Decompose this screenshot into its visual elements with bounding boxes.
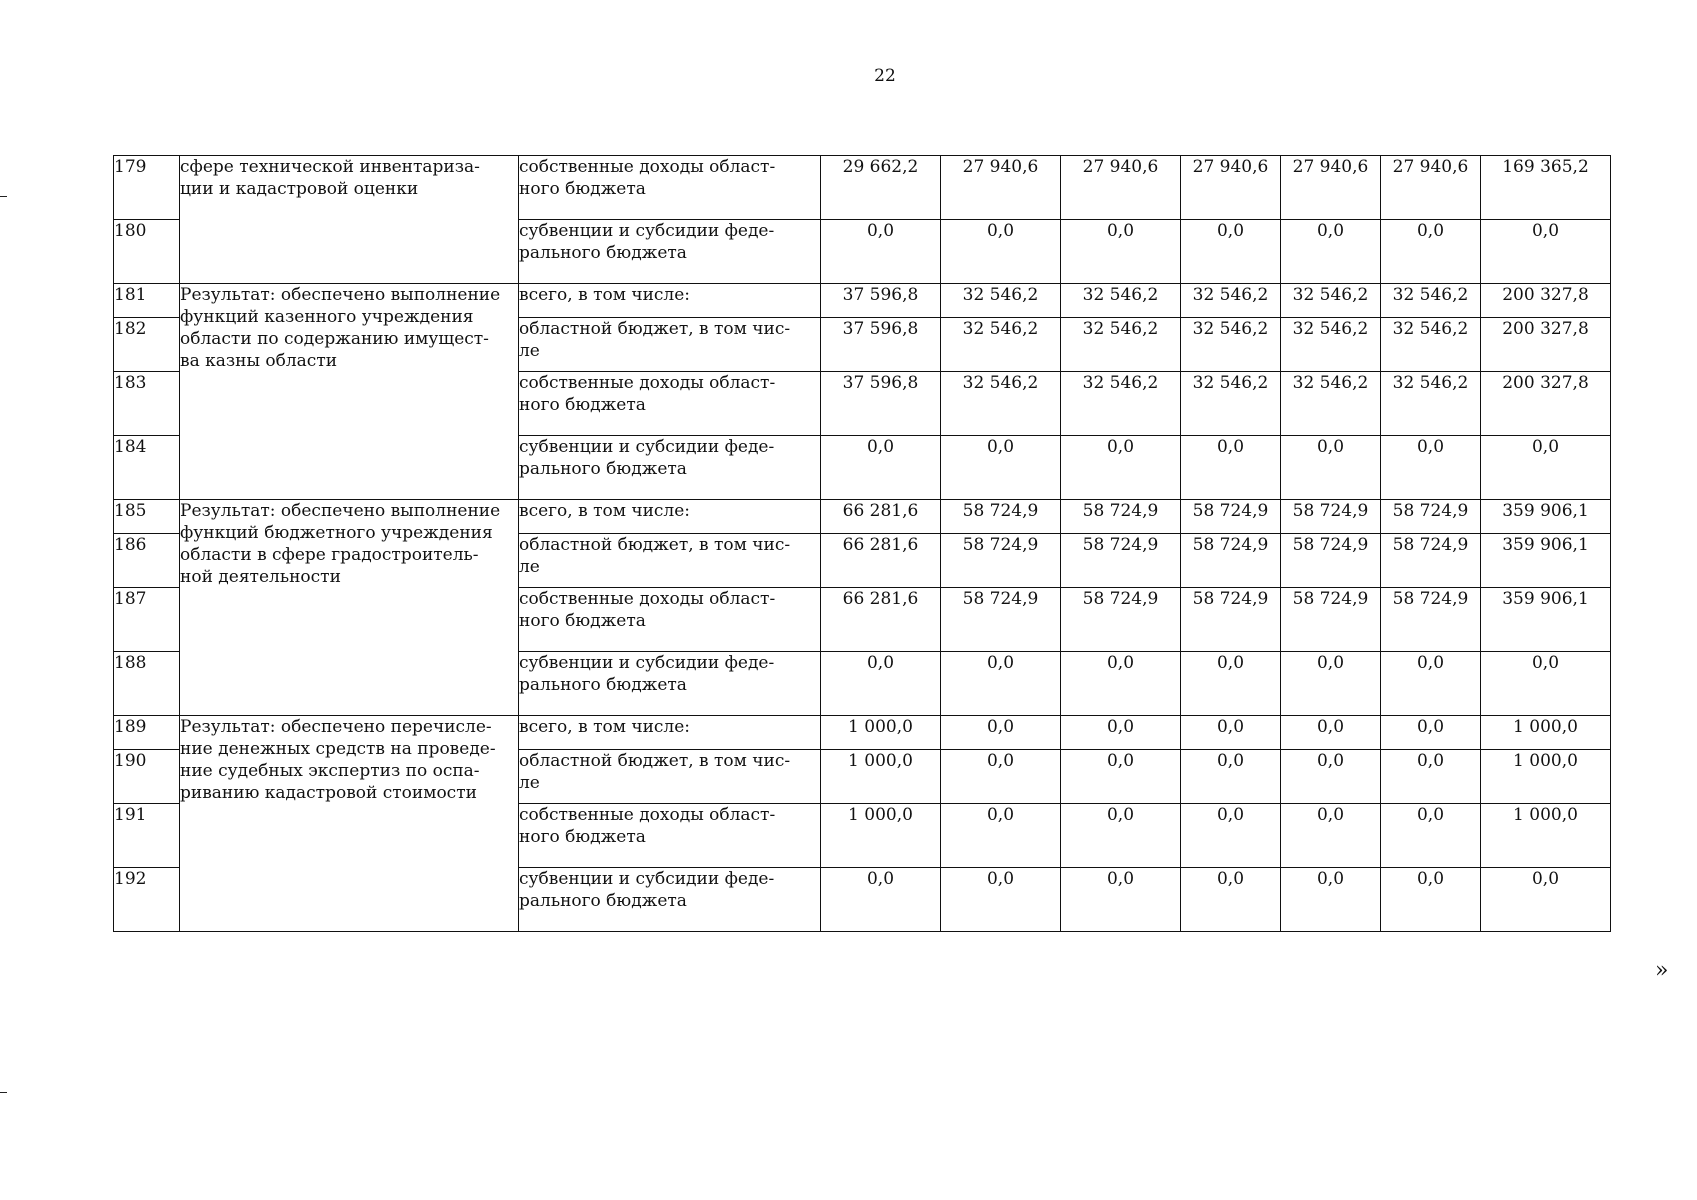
year-value: 32 546,2 — [1281, 284, 1381, 318]
year-value: 1 000,0 — [821, 804, 941, 868]
year-value: 66 281,6 — [821, 534, 941, 588]
year-value: 58 724,9 — [941, 534, 1061, 588]
margin-tick — [0, 196, 7, 197]
year-value: 58 724,9 — [1181, 588, 1281, 652]
description-line: ной деятельности — [180, 567, 341, 587]
total-value: 200 327,8 — [1481, 318, 1611, 372]
funding-source-line: рального бюджета — [519, 675, 687, 695]
funding-source-line: субвенции и субсидии феде- — [519, 653, 775, 673]
year-value: 29 662,2 — [821, 156, 941, 220]
funding-source-line: рального бюджета — [519, 459, 687, 479]
year-value: 0,0 — [1061, 220, 1181, 284]
year-value: 66 281,6 — [821, 588, 941, 652]
year-value: 0,0 — [1061, 652, 1181, 716]
year-value: 0,0 — [941, 804, 1061, 868]
funding-source-line: собственные доходы област- — [519, 157, 776, 177]
total-value: 0,0 — [1481, 220, 1611, 284]
year-value: 58 724,9 — [1061, 588, 1181, 652]
funding-source-line: собственные доходы област- — [519, 373, 776, 393]
year-value: 32 546,2 — [1281, 372, 1381, 436]
year-value: 0,0 — [1181, 436, 1281, 500]
page-number: 22 — [874, 66, 896, 86]
year-value: 27 940,6 — [941, 156, 1061, 220]
funding-source — [519, 284, 821, 318]
description-line: ва казны области — [180, 351, 338, 371]
funding-source-line: всего, в том числе: — [519, 285, 691, 305]
year-value: 0,0 — [1281, 716, 1381, 750]
total-value: 359 906,1 — [1481, 588, 1611, 652]
total-value: 1 000,0 — [1481, 750, 1611, 804]
year-value: 27 940,6 — [1181, 156, 1281, 220]
year-value: 32 546,2 — [1381, 318, 1481, 372]
year-value: 37 596,8 — [821, 372, 941, 436]
funding-source-line: ного бюджета — [519, 611, 646, 631]
year-value: 0,0 — [941, 868, 1061, 932]
year-value: 58 724,9 — [1381, 500, 1481, 534]
year-value: 32 546,2 — [1061, 284, 1181, 318]
funding-source-line: областной бюджет, в том чис- — [519, 751, 791, 771]
year-value: 0,0 — [1061, 716, 1181, 750]
description-line: сфере технической инвентариза- — [180, 157, 480, 177]
row-number: 182 — [114, 318, 180, 372]
funding-source — [519, 804, 821, 868]
year-value: 0,0 — [1061, 868, 1181, 932]
year-value: 58 724,9 — [1281, 588, 1381, 652]
year-value: 58 724,9 — [1061, 500, 1181, 534]
year-value: 58 724,9 — [1181, 500, 1281, 534]
year-value: 58 724,9 — [941, 500, 1061, 534]
result-description — [180, 500, 519, 716]
funding-source-line: субвенции и субсидии феде- — [519, 437, 775, 457]
year-value: 32 546,2 — [1281, 318, 1381, 372]
row-number: 184 — [114, 436, 180, 500]
year-value: 27 940,6 — [1061, 156, 1181, 220]
year-value: 58 724,9 — [1381, 534, 1481, 588]
funding-source-line: собственные доходы област- — [519, 589, 776, 609]
total-value: 200 327,8 — [1481, 284, 1611, 318]
year-value: 58 724,9 — [1061, 534, 1181, 588]
row-number: 183 — [114, 372, 180, 436]
funding-source — [519, 652, 821, 716]
description-line: ние судебных экспертиз по оспа- — [180, 761, 480, 781]
year-value: 32 546,2 — [1381, 372, 1481, 436]
year-value: 37 596,8 — [821, 318, 941, 372]
funding-source — [519, 716, 821, 750]
year-value: 32 546,2 — [1181, 284, 1281, 318]
funding-source — [519, 588, 821, 652]
description-line: риванию кадастровой стоимости — [180, 783, 477, 803]
row-number: 189 — [114, 716, 180, 750]
year-value: 0,0 — [1281, 804, 1381, 868]
description-line: Результат: обеспечено выполнение — [180, 501, 501, 521]
total-value: 1 000,0 — [1481, 804, 1611, 868]
funding-source — [519, 868, 821, 932]
year-value: 0,0 — [941, 436, 1061, 500]
year-value: 1 000,0 — [821, 716, 941, 750]
funding-source-line: всего, в том числе: — [519, 501, 691, 521]
year-value: 58 724,9 — [1381, 588, 1481, 652]
total-value: 200 327,8 — [1481, 372, 1611, 436]
funding-source-line: собственные доходы област- — [519, 805, 776, 825]
year-value: 0,0 — [1381, 220, 1481, 284]
funding-source — [519, 220, 821, 284]
total-value: 0,0 — [1481, 436, 1611, 500]
closing-quote-mark: » — [1655, 958, 1669, 983]
funding-source — [519, 372, 821, 436]
row-number: 185 — [114, 500, 180, 534]
year-value: 32 546,2 — [941, 372, 1061, 436]
year-value: 32 546,2 — [1181, 372, 1281, 436]
year-value: 0,0 — [941, 716, 1061, 750]
description-line: ние денежных средств на проведе- — [180, 739, 496, 759]
year-value: 0,0 — [1381, 750, 1481, 804]
year-value: 58 724,9 — [1181, 534, 1281, 588]
year-value: 58 724,9 — [941, 588, 1061, 652]
year-value: 0,0 — [1181, 804, 1281, 868]
funding-source-line: рального бюджета — [519, 891, 687, 911]
total-value: 359 906,1 — [1481, 500, 1611, 534]
row-number: 191 — [114, 804, 180, 868]
description-line: Результат: обеспечено перечисле- — [180, 717, 492, 737]
table-row — [114, 156, 1611, 220]
funding-source-line: ного бюджета — [519, 179, 646, 199]
year-value: 32 546,2 — [1181, 318, 1281, 372]
description-line: области в сфере градостроитель- — [180, 545, 479, 565]
year-value: 0,0 — [1381, 868, 1481, 932]
year-value: 0,0 — [1381, 436, 1481, 500]
year-value: 0,0 — [1381, 652, 1481, 716]
funding-source-line: ного бюджета — [519, 827, 646, 847]
funding-source — [519, 156, 821, 220]
year-value: 0,0 — [821, 868, 941, 932]
year-value: 32 546,2 — [941, 318, 1061, 372]
row-number: 181 — [114, 284, 180, 318]
funding-source — [519, 500, 821, 534]
year-value: 0,0 — [941, 652, 1061, 716]
row-number: 179 — [114, 156, 180, 220]
description-line: области по содержанию имущест- — [180, 329, 489, 349]
year-value: 32 546,2 — [941, 284, 1061, 318]
year-value: 0,0 — [1181, 220, 1281, 284]
row-number: 186 — [114, 534, 180, 588]
funding-source — [519, 318, 821, 372]
year-value: 0,0 — [821, 220, 941, 284]
table-row — [114, 500, 1611, 534]
row-number: 190 — [114, 750, 180, 804]
row-number: 187 — [114, 588, 180, 652]
table-row — [114, 716, 1611, 750]
funding-source-line: областной бюджет, в том чис- — [519, 319, 791, 339]
year-value: 0,0 — [1281, 652, 1381, 716]
year-value: 32 546,2 — [1381, 284, 1481, 318]
funding-source — [519, 534, 821, 588]
funding-source-line: ного бюджета — [519, 395, 646, 415]
year-value: 0,0 — [1061, 436, 1181, 500]
result-description — [180, 284, 519, 500]
funding-source-line: ле — [519, 773, 540, 793]
description-line: Результат: обеспечено выполнение — [180, 285, 501, 305]
description-line: функций казенного учреждения — [180, 307, 474, 327]
description-line: ции и кадастровой оценки — [180, 179, 419, 199]
year-value: 0,0 — [1181, 868, 1281, 932]
result-description — [180, 716, 519, 932]
year-value: 0,0 — [1381, 804, 1481, 868]
row-number: 188 — [114, 652, 180, 716]
year-value: 58 724,9 — [1281, 534, 1381, 588]
year-value: 0,0 — [1281, 868, 1381, 932]
year-value: 0,0 — [1381, 716, 1481, 750]
funding-source-line: субвенции и субсидии феде- — [519, 221, 775, 241]
funding-source-line: всего, в том числе: — [519, 717, 691, 737]
result-description — [180, 156, 519, 284]
year-value: 1 000,0 — [821, 750, 941, 804]
year-value: 0,0 — [941, 750, 1061, 804]
year-value: 0,0 — [1281, 220, 1381, 284]
table-row — [114, 284, 1611, 318]
year-value: 27 940,6 — [1381, 156, 1481, 220]
year-value: 0,0 — [821, 436, 941, 500]
year-value: 0,0 — [1061, 804, 1181, 868]
row-number: 180 — [114, 220, 180, 284]
year-value: 0,0 — [1281, 750, 1381, 804]
row-number: 192 — [114, 868, 180, 932]
funding-source-line: рального бюджета — [519, 243, 687, 263]
funding-source — [519, 750, 821, 804]
year-value: 58 724,9 — [1281, 500, 1381, 534]
margin-tick — [0, 1092, 7, 1093]
year-value: 37 596,8 — [821, 284, 941, 318]
year-value: 66 281,6 — [821, 500, 941, 534]
total-value: 0,0 — [1481, 868, 1611, 932]
total-value: 359 906,1 — [1481, 534, 1611, 588]
year-value: 0,0 — [1181, 750, 1281, 804]
total-value: 1 000,0 — [1481, 716, 1611, 750]
year-value: 0,0 — [1181, 652, 1281, 716]
funding-source-line: ле — [519, 557, 540, 577]
funding-source-line: областной бюджет, в том чис- — [519, 535, 791, 555]
year-value: 0,0 — [821, 652, 941, 716]
description-line: функций бюджетного учреждения — [180, 523, 493, 543]
year-value: 32 546,2 — [1061, 372, 1181, 436]
year-value: 0,0 — [1061, 750, 1181, 804]
budget-table — [113, 155, 1611, 932]
total-value: 0,0 — [1481, 652, 1611, 716]
year-value: 0,0 — [1281, 436, 1381, 500]
funding-source-line: субвенции и субсидии феде- — [519, 869, 775, 889]
year-value: 0,0 — [1181, 716, 1281, 750]
total-value: 169 365,2 — [1481, 156, 1611, 220]
table-body — [114, 156, 1611, 932]
year-value: 27 940,6 — [1281, 156, 1381, 220]
year-value: 0,0 — [941, 220, 1061, 284]
funding-source — [519, 436, 821, 500]
funding-source-line: ле — [519, 341, 540, 361]
year-value: 32 546,2 — [1061, 318, 1181, 372]
